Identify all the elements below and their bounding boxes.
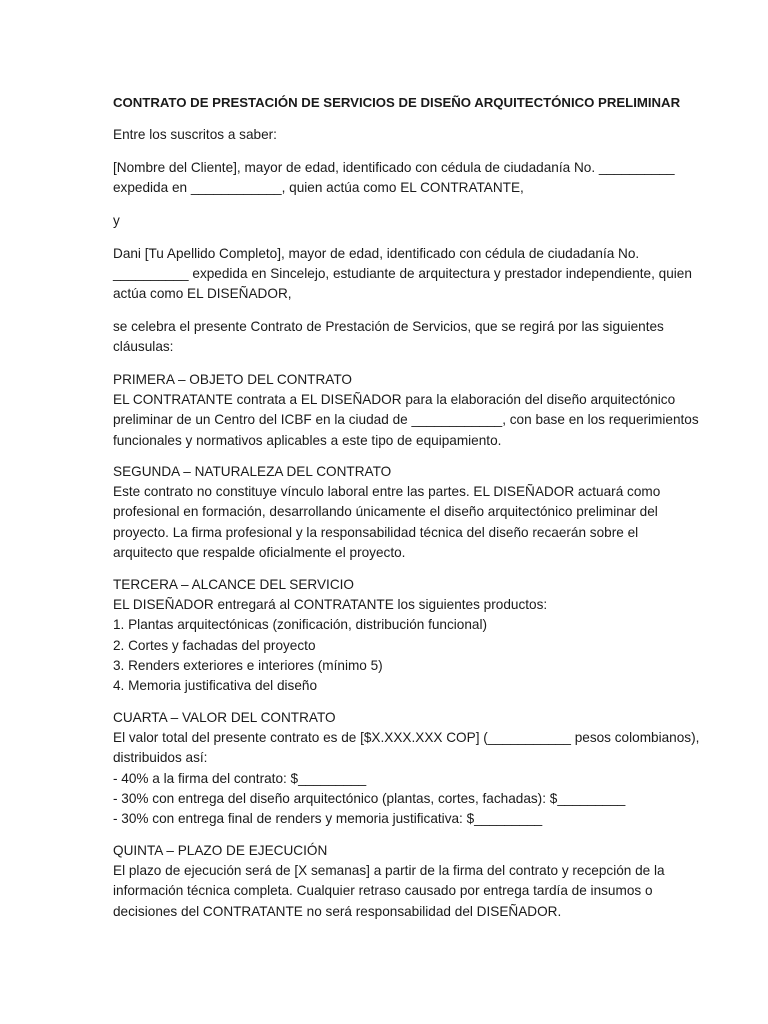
designer-party-line: actúa como EL DISEÑADOR,: [113, 286, 292, 302]
clause-line: arquitecto que respalde oficialmente el proyecto.: [113, 544, 406, 560]
clause-heading: QUINTA – PLAZO DE EJECUCIÓN: [113, 843, 328, 858]
clause-line: El valor total del presente contrato es de [$X.XXX.XXX COP] (___________ pesos colombianos),: [113, 730, 700, 746]
clause-segunda: [113, 462, 661, 563]
list-item: 4. Memoria justificativa del diseño: [113, 678, 317, 694]
clause-line: distribuidos así:: [113, 750, 208, 766]
clause-line: preliminar de un Centro del ICBF en la ciudad de ____________, con base en los requerimientos: [113, 412, 699, 428]
clause-heading: PRIMERA – OBJETO DEL CONTRATO: [113, 372, 352, 387]
list-item: 3. Renders exteriores e interiores (mínimo 5): [113, 657, 383, 673]
clause-line: información técnica completa. Cualquier retraso causado por entrega tardía de insumos o: [113, 883, 653, 899]
intro-paragraph: [113, 125, 658, 145]
clause-line: Este contrato no constituye vínculo laboral entre las partes. EL DISEÑADOR actuará como: [113, 484, 661, 500]
intro-line: Entre los suscritos a saber:: [113, 127, 277, 142]
list-item: - 30% con entrega del diseño arquitectónico (plantas, cortes, fachadas): $_________: [113, 790, 626, 806]
clause-line: decisiones del CONTRATANTE no será responsabilidad del DISEÑADOR.: [113, 903, 562, 919]
clause-heading: SEGUNDA – NATURALEZA DEL CONTRATO: [113, 464, 392, 479]
preamble-line: se celebra el presente Contrato de Prestación de Servicios, que se regirá por las siguientes: [113, 319, 664, 334]
client-party-line: [Nombre del Cliente], mayor de edad, identificado con cédula de ciudadanía No. __________: [113, 160, 675, 175]
list-item: - 40% a la firma del contrato: $_________: [113, 770, 367, 786]
designer-party-paragraph: [113, 244, 692, 305]
list-item: - 30% con entrega final de renders y memoria justificativa: $_________: [113, 811, 543, 827]
document-title: CONTRATO DE PRESTACIÓN DE SERVICIOS DE DISEÑO ARQUITECTÓNICO PRELIMINAR: [113, 95, 681, 110]
preamble-paragraph: [113, 317, 664, 357]
clause-primera: [113, 370, 699, 451]
conjunction-paragraph: [113, 211, 658, 231]
list-item: 1. Plantas arquitectónicas (zonificación, distribución funcional): [113, 617, 488, 633]
clause-line: EL CONTRATANTE contrata a EL DISEÑADOR para la elaboración del diseño arquitectónico: [113, 392, 676, 408]
designer-party-line: Dani [Tu Apellido Completo], mayor de edad, identificado con cédula de ciudadanía No.: [113, 246, 640, 261]
client-party-paragraph: [113, 158, 675, 198]
clause-line: El plazo de ejecución será de [X semanas] a partir de la firma del contrato y recepción de la: [113, 863, 665, 879]
clause-quinta: [113, 841, 665, 922]
conjunction-line: y: [113, 213, 120, 228]
clause-heading: TERCERA – ALCANCE DEL SERVICIO: [113, 577, 354, 592]
clause-cuarta: [113, 708, 700, 829]
clause-tercera: [113, 575, 658, 696]
clause-line: proyecto. La firma profesional y la responsabilidad técnica del diseño recaerán sobre el: [113, 524, 639, 540]
clause-line: profesional en formación, desarrollando únicamente el diseño arquitectónico preliminar del: [113, 504, 658, 520]
clause-heading: CUARTA – VALOR DEL CONTRATO: [113, 710, 336, 725]
designer-party-line: __________ expedida en Sincelejo, estudiante de arquitectura y prestador independiente, quien: [113, 266, 692, 282]
clause-line: funcionales y normativos aplicables a este tipo de equipamiento.: [113, 432, 502, 448]
clause-line: EL DISEÑADOR entregará al CONTRATANTE los siguientes productos:: [113, 597, 548, 613]
list-item: 2. Cortes y fachadas del proyecto: [113, 637, 316, 653]
preamble-line: cláusulas:: [113, 339, 174, 355]
client-party-line: expedida en ____________, quien actúa como EL CONTRATANTE,: [113, 180, 524, 196]
